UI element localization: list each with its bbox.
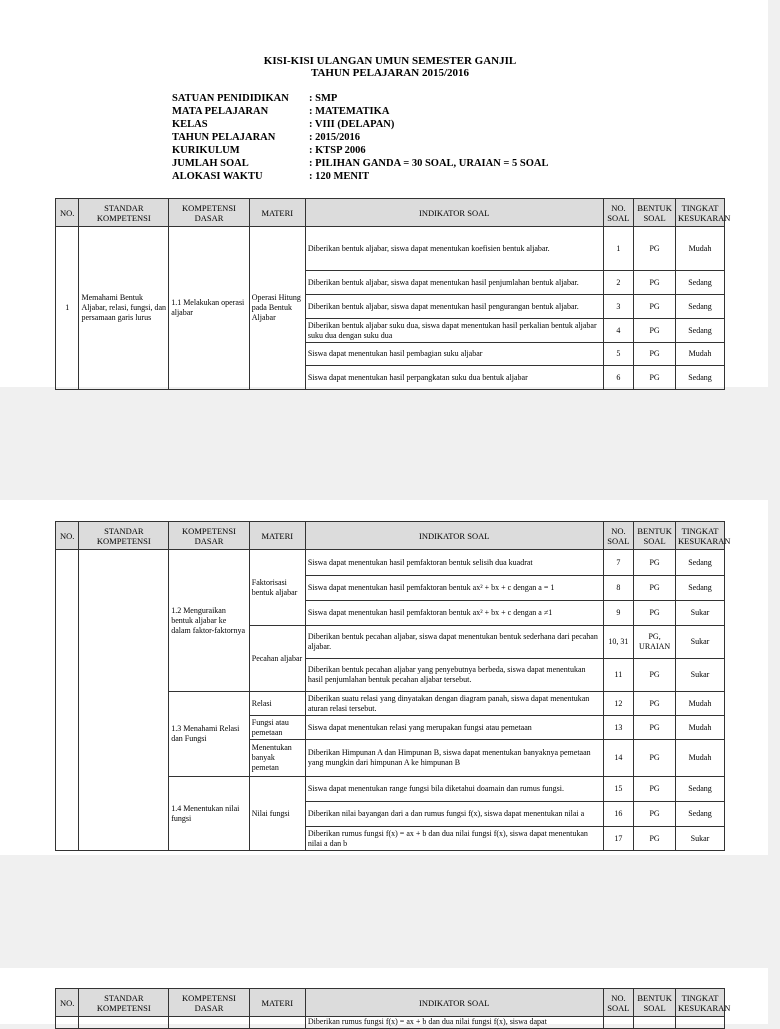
meta-row	[172, 157, 549, 170]
cell-indikator: Siswa dapat menentukan hasil pemfaktoran bentuk selisih dua kuadrat	[305, 550, 603, 576]
col-indikator: INDIKATOR SOAL	[305, 522, 603, 550]
kisi-table-page-3	[55, 988, 731, 1029]
cell-materi: Nilai fungsi	[249, 777, 305, 851]
document-page-3	[0, 968, 768, 1024]
cell-indikator: Diberikan rumus fungsi f(x) = ax + b dan dua nilai fungsi f(x), siswa dapat menentukan nilai a dan b	[305, 827, 603, 851]
cell-nosoal: 16	[603, 802, 634, 827]
meta-value: : KTSP 2006	[309, 145, 366, 156]
cell-tingkat: Sedang	[676, 777, 725, 802]
meta-row	[172, 170, 549, 183]
meta-value: : VIII (DELAPAN)	[309, 119, 395, 130]
cell-bentuk: PG	[634, 692, 676, 716]
meta-value: : 2015/2016	[309, 132, 361, 143]
cell-nosoal: 1	[603, 227, 634, 271]
cell-tingkat: Sedang	[676, 576, 725, 601]
cell-nosoal: 3	[603, 295, 634, 319]
cell-bentuk	[634, 1017, 676, 1029]
document-title: KISI-KISI ULANGAN UMUN SEMESTER GANJIL	[263, 55, 517, 67]
cell-sk	[79, 550, 169, 851]
cell-nosoal: 2	[603, 271, 634, 295]
cell-nosoal: 8	[603, 576, 634, 601]
cell-tingkat: Sedang	[676, 319, 725, 343]
cell-bentuk: PG	[634, 366, 676, 390]
cell-nosoal: 12	[603, 692, 634, 716]
cell-materi: Fungsi atau pemetaan	[249, 716, 305, 740]
col-kd: KOMPETENSI DASAR	[169, 199, 250, 227]
table-row	[56, 550, 725, 576]
cell-tingkat	[676, 1017, 725, 1029]
col-nosoal: NO. SOAL	[603, 199, 634, 227]
col-bentuk: BENTUK SOAL	[634, 199, 676, 227]
cell-indikator: Diberikan rumus fungsi f(x) = ax + b dan dua nilai fungsi f(x), siswa dapat	[305, 1017, 603, 1029]
col-tingkat: TINGKAT KESUKARAN	[676, 522, 725, 550]
cell-tingkat: Mudah	[676, 343, 725, 366]
cell-nosoal: 13	[603, 716, 634, 740]
cell-tingkat: Mudah	[676, 227, 725, 271]
col-no: NO.	[56, 989, 79, 1017]
meta-row	[172, 105, 549, 118]
col-tingkat: TINGKAT KESUKARAN	[676, 989, 725, 1017]
cell-no: 1	[56, 227, 79, 390]
meta-value: : SMP	[309, 93, 338, 104]
cell-nosoal: 4	[603, 319, 634, 343]
cell-kd: 1.1 Melakukan operasi aljabar	[169, 227, 250, 390]
kisi-table-page-1	[55, 198, 731, 390]
table-header-row	[56, 522, 725, 550]
cell-no	[56, 1017, 79, 1029]
col-materi: MATERI	[249, 522, 305, 550]
cell-materi: Operasi Hitung pada Bentuk Aljabar	[249, 227, 305, 390]
cell-indikator: Diberikan nilai bayangan dari a dan rumus fungsi f(x), siswa dapat menentukan nilai a	[305, 802, 603, 827]
col-materi: MATERI	[249, 199, 305, 227]
cell-indikator: Diberikan bentuk aljabar, siswa dapat menentukan hasil pengurangan bentuk aljabar.	[305, 295, 603, 319]
col-bentuk: BENTUK SOAL	[634, 522, 676, 550]
cell-bentuk: PG	[634, 659, 676, 692]
cell-bentuk: PG, URAIAN	[634, 626, 676, 659]
col-bentuk: BENTUK SOAL	[634, 989, 676, 1017]
cell-indikator: Siswa dapat menentukan hasil pembagian suku aljabar	[305, 343, 603, 366]
col-sk: STANDAR KOMPETENSI	[79, 199, 169, 227]
meta-value: : 120 MENIT	[309, 171, 370, 182]
cell-tingkat: Sedang	[676, 366, 725, 390]
table-header-row	[56, 199, 725, 227]
meta-value: : MATEMATIKA	[309, 106, 390, 117]
cell-nosoal: 10, 31	[603, 626, 634, 659]
cell-nosoal: 6	[603, 366, 634, 390]
meta-key: SATUAN PENIDIDIKAN	[172, 93, 289, 104]
cell-tingkat: Mudah	[676, 692, 725, 716]
cell-tingkat: Sukar	[676, 601, 725, 626]
cell-bentuk: PG	[634, 777, 676, 802]
cell-materi: Faktorisasi bentuk aljabar	[249, 550, 305, 626]
cell-indikator: Diberikan bentuk pecahan aljabar yang penyebutnya berbeda, siswa dapat menentukan hasil penjumlahan bentuk pecahan aljabar tersebut.	[305, 659, 603, 692]
cell-indikator: Diberikan bentuk pecahan aljabar, siswa dapat menentukan bentuk sederhana dari pecahan aljabar.	[305, 626, 603, 659]
cell-no	[56, 550, 79, 851]
cell-bentuk: PG	[634, 227, 676, 271]
col-indikator: INDIKATOR SOAL	[305, 199, 603, 227]
cell-tingkat: Sedang	[676, 295, 725, 319]
cell-nosoal: 9	[603, 601, 634, 626]
cell-materi: Relasi	[249, 692, 305, 716]
cell-tingkat: Sedang	[676, 802, 725, 827]
document-meta	[172, 92, 549, 183]
meta-row	[172, 144, 549, 157]
cell-kd: 1.4 Menentukan nilai fungsi	[169, 777, 250, 851]
table-header-row	[56, 989, 725, 1017]
meta-key: KURIKULUM	[172, 145, 240, 156]
cell-nosoal: 17	[603, 827, 634, 851]
table-row	[56, 1017, 725, 1029]
cell-indikator: Siswa dapat menentukan hasil pemfaktoran bentuk ax² + bx + c dengan a ≠1	[305, 601, 603, 626]
col-no: NO.	[56, 522, 79, 550]
cell-tingkat: Sukar	[676, 659, 725, 692]
col-materi: MATERI	[249, 989, 305, 1017]
cell-indikator: Siswa dapat menentukan range fungsi bila diketahui doamain dan rumus fungsi.	[305, 777, 603, 802]
cell-bentuk: PG	[634, 343, 676, 366]
col-kd: KOMPETENSI DASAR	[169, 989, 250, 1017]
meta-key: ALOKASI WAKTU	[172, 171, 263, 182]
meta-row	[172, 118, 549, 131]
cell-sk	[79, 1017, 169, 1029]
meta-row	[172, 92, 549, 105]
cell-nosoal: 11	[603, 659, 634, 692]
table-row	[56, 227, 725, 271]
cell-indikator: Diberikan bentuk aljabar, siswa dapat menentukan hasil penjumlahan bentuk aljabar.	[305, 271, 603, 295]
cell-tingkat: Mudah	[676, 740, 725, 777]
cell-indikator: Diberikan bentuk aljabar suku dua, siswa dapat menentukan hasil perkalian bentuk aljabar suku dua dengan suku dua	[305, 319, 603, 343]
meta-row	[172, 131, 549, 144]
meta-key: KELAS	[172, 119, 208, 130]
col-sk: STANDAR KOMPETENSI	[79, 989, 169, 1017]
meta-key: TAHUN PELAJARAN	[172, 132, 276, 143]
col-tingkat: TINGKAT KESUKARAN	[676, 199, 725, 227]
cell-indikator: Siswa dapat menentukan hasil perpangkatan suku dua bentuk aljabar	[305, 366, 603, 390]
cell-kd	[169, 1017, 250, 1029]
col-sk: STANDAR KOMPETENSI	[79, 522, 169, 550]
cell-materi: Pecahan aljabar	[249, 626, 305, 692]
cell-nosoal: 5	[603, 343, 634, 366]
cell-bentuk: PG	[634, 740, 676, 777]
kisi-table-page-2	[55, 521, 731, 851]
cell-materi	[249, 1017, 305, 1029]
cell-tingkat: Sedang	[676, 271, 725, 295]
cell-tingkat: Sukar	[676, 626, 725, 659]
cell-indikator: Diberikan Himpunan A dan Himpunan B, siswa dapat menentukan banyaknya pemetaan yang mungkin dari himpunan A ke himpunan B	[305, 740, 603, 777]
col-indikator: INDIKATOR SOAL	[305, 989, 603, 1017]
cell-bentuk: PG	[634, 601, 676, 626]
cell-tingkat: Sukar	[676, 827, 725, 851]
cell-kd: 1.3 Menahami Relasi dan Fungsi	[169, 692, 250, 777]
cell-bentuk: PG	[634, 827, 676, 851]
cell-bentuk: PG	[634, 295, 676, 319]
cell-bentuk: PG	[634, 319, 676, 343]
meta-key: MATA PELAJARAN	[172, 106, 269, 117]
cell-indikator: Diberikan suatu relasi yang dinyatakan dengan diagram panah, siswa dapat menentukan aturan relasi tersebut.	[305, 692, 603, 716]
cell-bentuk: PG	[634, 716, 676, 740]
cell-indikator: Siswa dapat menentukan hasil pemfaktoran bentuk ax² + bx + c dengan a = 1	[305, 576, 603, 601]
col-nosoal: NO. SOAL	[603, 522, 634, 550]
cell-nosoal	[603, 1017, 634, 1029]
meta-value: : PILIHAN GANDA = 30 SOAL, URAIAN = 5 SOAL	[309, 158, 549, 169]
cell-indikator: Siswa dapat menentukan relasi yang merupakan fungsi atau pemetaan	[305, 716, 603, 740]
col-nosoal: NO. SOAL	[603, 989, 634, 1017]
col-kd: KOMPETENSI DASAR	[169, 522, 250, 550]
cell-indikator: Diberikan bentuk aljabar, siswa dapat menentukan koefisien bentuk aljabar.	[305, 227, 603, 271]
cell-bentuk: PG	[634, 550, 676, 576]
cell-bentuk: PG	[634, 576, 676, 601]
cell-kd: 1.2 Menguraikan bentuk aljabar ke dalam faktor-faktornya	[169, 550, 250, 692]
document-page-1	[0, 0, 768, 387]
cell-nosoal: 15	[603, 777, 634, 802]
col-no: NO.	[56, 199, 79, 227]
cell-bentuk: PG	[634, 271, 676, 295]
document-subtitle: TAHUN PELAJARAN 2015/2016	[310, 67, 470, 79]
document-page-2	[0, 500, 768, 855]
meta-key: JUMLAH SOAL	[172, 158, 249, 169]
cell-nosoal: 14	[603, 740, 634, 777]
cell-tingkat: Mudah	[676, 716, 725, 740]
cell-sk: Memahami Bentuk Aljabar, relasi, fungsi, dan persamaan garis lurus	[79, 227, 169, 390]
cell-tingkat: Sedang	[676, 550, 725, 576]
cell-nosoal: 7	[603, 550, 634, 576]
cell-bentuk: PG	[634, 802, 676, 827]
cell-materi: Menentukan banyak pemetan	[249, 740, 305, 777]
